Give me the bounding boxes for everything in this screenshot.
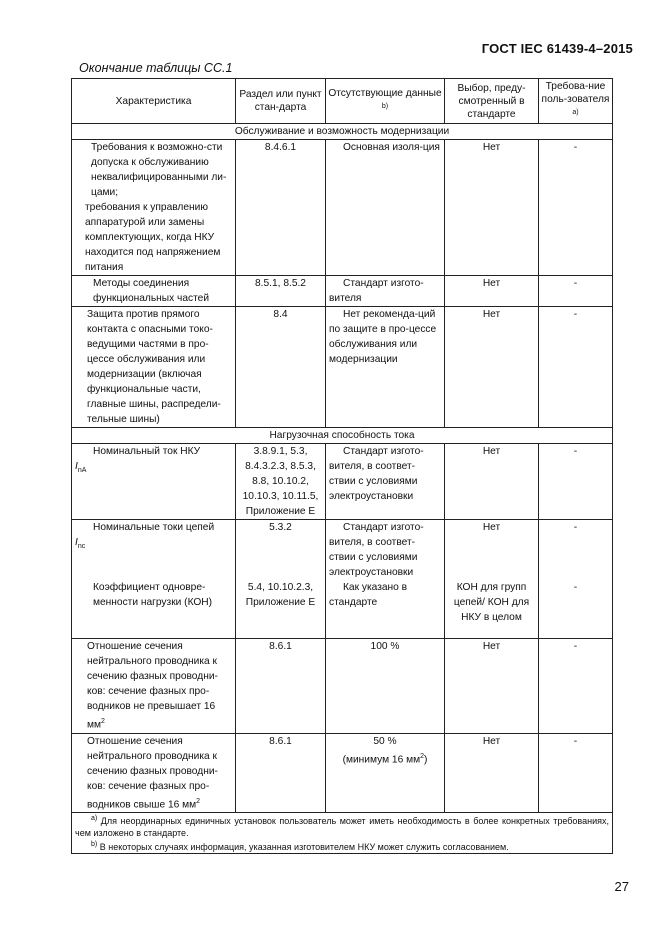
note-b: $^{b)}$ В некоторых случаях информация, указанная изготовителем НКУ может служить согласованием. xyxy=(91,841,509,853)
cell-missing-data: Нет рекоменда-ций по защите в про-цессе обслуживания или модернизации xyxy=(326,307,445,428)
cell-characteristic: Отношение сечения нейтрального проводника к сечению фазных проводни-ков: сечение фазных про-водников свыше 16 $мм^2$ xyxy=(72,733,236,812)
current-symbol: $I_{nc}$ xyxy=(75,537,86,551)
cell-choice: Нет xyxy=(445,444,539,520)
table-row xyxy=(72,276,613,307)
cell-characteristic: Защита против прямого контакта с опасными токо-ведущими частями в про-цессе обслуживания или модернизации (включая функциональные части, главные шины, распредели-тельные шины) xyxy=(72,307,236,428)
cell-user-requirement: - xyxy=(539,444,613,520)
cell-user-requirement: - xyxy=(539,733,613,812)
cell-user-requirement: - xyxy=(539,307,613,428)
cell-characteristic: Отношение сечения нейтрального проводника к сечению фазных проводни-ков: сечение фазных про-водников не превышает 16 $мм^2$ xyxy=(72,639,236,733)
section-title: Обслуживание и возможность модернизации xyxy=(72,124,613,140)
table-notes xyxy=(72,813,613,854)
cell-choice: Нет xyxy=(445,276,539,307)
col-header-user-requirement: Требова-ние поль-зователя $^{a)}$ xyxy=(539,79,613,124)
cell-user-requirement: - xyxy=(539,639,613,733)
section-row-maintenance xyxy=(72,124,613,140)
cell-section: 5.3.2 xyxy=(236,520,326,581)
table-caption: Окончание таблицы СС.1 xyxy=(79,61,233,75)
cell-user-requirement: - xyxy=(539,580,613,639)
cell-characteristic: Номинальные токи цепей $I_{nc}$ xyxy=(72,520,236,581)
cell-choice: Нет xyxy=(445,733,539,812)
table-row xyxy=(72,307,613,428)
cell-section: 8.6.1 xyxy=(236,639,326,733)
note-a: $^{a)}$ Для неординарных единичных установок пользователь может иметь необходимость в более конкретных требованиях, чем изложено в стандарте. xyxy=(75,815,609,839)
col-header-missing-data: Отсутствующие данные $^{b)}$ xyxy=(326,79,445,124)
cell-missing-data: Как указано в стандарте xyxy=(326,580,445,639)
col-header-section: Раздел или пункт стан-дарта xyxy=(236,79,326,124)
cell-user-requirement: - xyxy=(539,276,613,307)
cell-choice: КОН для групп цепей/ КОН для НКУ в целом xyxy=(445,580,539,639)
table-row xyxy=(72,444,613,520)
col-header-choice: Выбор, преду-смотренный в стандарте xyxy=(445,79,539,124)
cell-section: 8.4.6.1 xyxy=(236,140,326,276)
table-row xyxy=(72,580,613,639)
cell-choice: Нет xyxy=(445,140,539,276)
cell-user-requirement: - xyxy=(539,140,613,276)
cell-missing-data: Стандарт изгото-вителя, в соответ-ствии с условиями электроустановки xyxy=(326,520,445,581)
cell-choice: Нет xyxy=(445,307,539,428)
page-number: 27 xyxy=(614,879,629,894)
cell-section: 3.8.9.1, 5.3, 8.4.3.2.3, 8.5.3, 8.8, 10.10.2, 10.10.3, 10.11.5, Приложение Е xyxy=(236,444,326,520)
cell-characteristic: Методы соединения функциональных частей xyxy=(72,276,236,307)
cell-missing-data: Основная изоля-ция xyxy=(326,140,445,276)
col-header-characteristic: Характеристика xyxy=(72,79,236,124)
cell-choice: Нет xyxy=(445,639,539,733)
cell-characteristic: Коэффициент одновре-менности нагрузки (КОН) xyxy=(72,580,236,639)
cell-section: 8.6.1 xyxy=(236,733,326,812)
table-row xyxy=(72,733,613,812)
cell-section: 5.4, 10.10.2.3, Приложение Е xyxy=(236,580,326,639)
cell-section: 8.5.1, 8.5.2 xyxy=(236,276,326,307)
cell-missing-data: 100 % xyxy=(326,639,445,733)
table-notes-row xyxy=(72,813,613,854)
section-row-load-capacity xyxy=(72,428,613,444)
section-title: Нагрузочная способность тока xyxy=(72,428,613,444)
cell-choice: Нет xyxy=(445,520,539,581)
requirements-table xyxy=(71,78,613,854)
cell-missing-data: 50 % (минимум 16 $мм^2$) xyxy=(326,733,445,812)
table-row xyxy=(72,639,613,733)
table-row xyxy=(72,140,613,276)
cell-missing-data: Стандарт изгото-вителя, в соответ-ствии с условиями электроустановки xyxy=(326,444,445,520)
table-row xyxy=(72,520,613,581)
cell-section: 8.4 xyxy=(236,307,326,428)
cell-user-requirement: - xyxy=(539,520,613,581)
cell-missing-data: Стандарт изгото-вителя xyxy=(326,276,445,307)
cell-characteristic: Номинальный ток НКУ $I_{nA}$ xyxy=(72,444,236,520)
current-symbol: $I_{nA}$ xyxy=(75,461,87,475)
document-header: ГОСТ IEC 61439-4–2015 xyxy=(481,41,633,56)
cell-characteristic: Требования к возможно-сти допуска к обслуживанию неквалифицированными ли-цами; требования к управлению аппаратурой или замены комплектующих, когда НКУ находится под напряжением питания xyxy=(72,140,236,276)
table-header-row xyxy=(72,79,613,124)
